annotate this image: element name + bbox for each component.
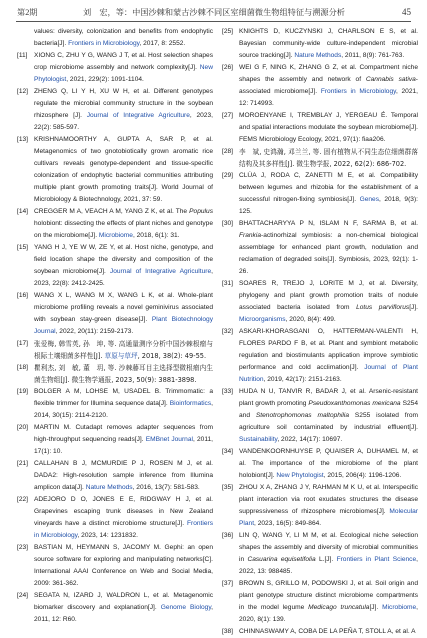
- reference-text: , 2022, 14(17): 10697.: [277, 436, 343, 443]
- reference-text: 瞿利杰, 刘 敏, 董 玥, 等. 沙棘藤耳目主选择型微根瘤内生菌生物组[J]. 微生物学通报, 2023, 50(9): 3881-3898.: [34, 364, 213, 384]
- reference-text: HUDA N U, TANVIR R, BADAR J, et al. Arsenic-resistant plant growth promoting: [239, 388, 418, 407]
- reference-number: [15]: [17, 244, 28, 251]
- journal-link[interactable]: Genes: [359, 196, 380, 203]
- reference-number: [21]: [17, 460, 28, 467]
- reference-entry: [17, 386, 213, 422]
- reference-entry: [222, 326, 418, 386]
- italic-text: Medicago truncatula: [308, 604, 370, 611]
- reference-text: -associated microbiome[J].: [239, 76, 418, 95]
- journal-link[interactable]: Frontiers in Plant Science: [336, 556, 417, 563]
- reference-text: , 2014, 30(15): 2114-2120.: [34, 400, 213, 419]
- reference-number: [31]: [222, 280, 233, 287]
- reference-text: , 2022, 20(11): 2159-2173.: [55, 328, 134, 335]
- reference-number: [32]: [222, 328, 233, 335]
- reference-text: , 2021, 229(2): 1091-1104.: [66, 76, 144, 83]
- running-title: 刘 宏，等：中国沙棘和蒙古沙棘不同区室细菌微生物组特征与溯源分析: [82, 7, 345, 17]
- reference-entry: [17, 134, 213, 206]
- reference-entry: [222, 482, 418, 530]
- reference-entry: [222, 62, 418, 110]
- reference-number: [17]: [17, 340, 28, 347]
- reference-entry: [222, 530, 418, 578]
- journal-link[interactable]: Journal of Integrative Agriculture: [109, 268, 212, 275]
- journal-link[interactable]: New Phytologist: [276, 472, 324, 479]
- reference-entry: [17, 26, 213, 50]
- journal-link[interactable]: Microorganisms: [239, 316, 286, 323]
- journal-link[interactable]: Bioinformatics: [169, 400, 212, 407]
- reference-text: , 2023, 14: 1231832.: [77, 532, 138, 539]
- reference-entry: [17, 362, 213, 386]
- italic-text: Cannabis sativa: [365, 76, 416, 83]
- reference-text: , 2018, 6(1): 31.: [132, 232, 180, 239]
- reference-text: , 2022, 13: 988485.: [239, 556, 418, 575]
- reference-text: KRISHNAMOORTHY A, GUPTA A, SAR P, et al. Metagenomics of two gnotobiotically grown aromatic rice cultivars reveals genotype-dependent and tissue-specific colonization of endophytic bacterial communities attributing multiple plant growth promoting traits[J]. World Journal of Microbiology & Biotechnology, 2021, 37: 59.: [34, 136, 213, 203]
- reference-entry: [222, 146, 418, 170]
- journal-link[interactable]: Microbiome: [382, 604, 417, 611]
- reference-text: , 2018, 38(2): 49-55.: [137, 352, 207, 360]
- reference-text: WEI G F, NING K, ZHANG G Z, et al. Compartment niche shapes the assembly and network of: [239, 64, 418, 83]
- journal-link[interactable]: New Phytologist: [34, 64, 213, 83]
- header-rule: [16, 21, 411, 22]
- reference-text: holobiont: dissecting the effects of plant niches and genotype on the microbiome[J].: [34, 220, 213, 239]
- reference-text: values: diversity, colonization and benefits from endophytic bacteria[J].: [34, 28, 213, 47]
- reference-column-right: [222, 26, 418, 638]
- journal-link[interactable]: Microbiome: [98, 232, 133, 239]
- reference-number: [12]: [17, 88, 28, 95]
- reference-text: XIONG C, ZHU Y G, WANG J T, et al. Host selection shapes crop microbiome assembly and network complexity[J].: [34, 52, 213, 71]
- reference-number: [18]: [17, 364, 28, 371]
- reference-text: ZHENG Q, LI Y H, XU W H, et al. Different genotypes regulate the microbial community structure in the soybean rhizosphere [J].: [34, 88, 213, 119]
- reference-text: KNIGHTS D, KUCZYNSKI J, CHARLSON E S, et al. Bayesian community-wide culture-independent microbial source tracking[J].: [239, 28, 418, 59]
- reference-number: [30]: [222, 220, 233, 227]
- reference-number: [20]: [17, 424, 28, 431]
- reference-entry: [222, 386, 418, 446]
- journal-link[interactable]: Sustainability: [239, 436, 278, 443]
- journal-link[interactable]: Nature Methods: [85, 484, 133, 491]
- reference-number: [22]: [17, 496, 28, 503]
- reference-number: [23]: [17, 544, 28, 551]
- journal-link[interactable]: 草原与草坪: [104, 352, 138, 360]
- reference-text: , 2011, 17(1): 10.: [34, 436, 213, 455]
- reference-text: L.[J].: [315, 556, 337, 563]
- reference-text: , 2015, 206(4): 1196-1206.: [323, 472, 402, 479]
- reference-entry: [17, 86, 213, 134]
- italic-text: Stenotrophomonas maltophilia: [255, 412, 350, 419]
- page-header: [17, 4, 411, 20]
- reference-text: BOLGER A M, LOHSE M, USADEL B. Trimmomatic: a flexible trimmer for Illumina sequence data[J].: [34, 388, 213, 407]
- reference-entry: [17, 338, 213, 362]
- reference-text: ZHOU X A, ZHANG J Y, RAHMAN M K U, et al. Interspecific plant interaction via root exudates structures the disease suppressiveness of rhizosphere microbiomes[J].: [239, 484, 418, 515]
- reference-entry: [17, 542, 213, 590]
- journal-link[interactable]: Genome Biology: [160, 604, 212, 611]
- reference-text: [J].: [409, 304, 418, 311]
- reference-number: [19]: [17, 388, 28, 395]
- reference-text: , 2020, 8(1): 139.: [239, 604, 418, 623]
- reference-text: BASTIAN M, HEYMANN S, JACOMY M. Gephi: an open source software for exploring and manipulating networks[C]. International AAAI Conference on Web and Social Media, 2009: 361-362.: [34, 544, 213, 587]
- reference-text: SOARES R, TREJO J, LORITE M J, et al. Diversity, phylogeny and plant growth promotion traits of nodule associated bacteria isolated from: [239, 280, 418, 311]
- reference-text: CREGGER M A, VEACH A M, YANG Z K, et al. The: [34, 208, 190, 215]
- reference-text: ASKARI-KHORASGANI O, HATTERMAN-VALENTI H, FLORES PARDO F B, et al. Plant and symbiont metabolic regulation and biostimulants application improve symbiotic performance and cold acclimation[J].: [239, 328, 418, 371]
- reference-text: , 2017, 8: 2552.: [139, 40, 186, 47]
- reference-text: MARTIN M. Cutadapt removes adapter sequences from high-throughput sequencing reads[J].: [34, 424, 213, 443]
- reference-text: WANG X L, WANG M X, WANG L K, et al. Whole-plant microbiome profiling reveals a novel geminivirus associated with soybean stay-green disease[J].: [34, 292, 213, 323]
- reference-entry: [222, 446, 418, 482]
- reference-entry: [222, 278, 418, 326]
- reference-text: 李 斌, 史鸿瀚, 邓兰兰, 等. 固有植物从不同生态位细菌群落结构及其多样性[J]. 微生物学报, 2022, 62(2): 686-702.: [239, 148, 418, 168]
- reference-number: [37]: [222, 580, 233, 587]
- reference-text: SEGATA N, IZARD J, WALDRON L, et al. Metagenomic biomarker discovery and explanation[J].: [34, 592, 213, 611]
- reference-text: [J].: [369, 604, 383, 611]
- reference-text: 张爱梅, 韩雪英, 孙 坤, 等. 高通量测序分析中国沙棘根瘤与根际土壤细菌多样性[J].: [34, 340, 213, 360]
- reference-number: [38]: [222, 628, 233, 635]
- journal-link[interactable]: Frontiers in Microbiology: [320, 88, 396, 95]
- journal-link[interactable]: Molecular Plant: [239, 508, 418, 527]
- reference-number: [35]: [222, 484, 233, 491]
- page-number: 45: [402, 7, 411, 17]
- reference-entry: [222, 170, 418, 218]
- reference-text: S254 and: [239, 400, 419, 419]
- italic-text: Lotus parviflorus: [356, 304, 410, 311]
- reference-number: [27]: [222, 112, 233, 119]
- issue-label: 第2期: [17, 7, 38, 17]
- reference-entry: [222, 578, 418, 626]
- reference-entry: [17, 458, 213, 494]
- reference-number: [26]: [222, 64, 233, 71]
- reference-number: [29]: [222, 172, 233, 179]
- reference-text: , 2021, 12: 714993.: [239, 88, 418, 107]
- reference-number: [34]: [222, 448, 233, 455]
- italic-text: Frankia: [239, 232, 261, 239]
- journal-link[interactable]: Plant Biotechnology Journal: [34, 316, 214, 335]
- italic-text: Casuarina equisetifolia: [247, 556, 316, 563]
- reference-number: [14]: [17, 208, 28, 215]
- reference-entry: [222, 218, 418, 278]
- reference-text: BROWN S, GRILLO M, PODOWSKI J, et al. Soil origin and plant genotype structure distinct microbiome compartments in the model legume: [239, 580, 418, 611]
- reference-text: , 2020, 8(4): 499.: [285, 316, 336, 323]
- journal-link[interactable]: Journal of Plant Nutrition: [239, 364, 418, 383]
- reference-number: [28]: [222, 148, 233, 155]
- reference-text: S255 isolated from agriculture soil contaminated by industrial effluent[J].: [239, 412, 418, 431]
- reference-entry: [222, 26, 418, 62]
- journal-link[interactable]: Frontiers in Microbiology: [34, 520, 213, 539]
- reference-number: [33]: [222, 388, 233, 395]
- reference-number: [13]: [17, 136, 28, 143]
- italic-text: Populus: [189, 208, 213, 215]
- reference-entry: [17, 290, 213, 338]
- reference-text: YANG H J, YE W W, ZE Y, et al. Host niche, genotype, and field location shape the diversity and composition of the soybean microbiome[J].: [34, 244, 213, 275]
- reference-text: -actinorhizal symbiosis: a non-chemical biological assemblage for enhanced plant growth, nodulation and reclamation of degraded soils[J]. Symbiosis, 2023, 92(1): 1-26.: [239, 232, 418, 275]
- reference-text: VANDENKOORNHUYSE P, QUAISER A, DUHAMEL M, et al. The importance of the microbiome of the plant holobiont[J].: [239, 448, 418, 479]
- journal-link[interactable]: Journal of Integrative Agriculture: [86, 112, 190, 119]
- reference-number: [24]: [17, 592, 28, 599]
- reference-text: LIN Q, WANG Y, LI M M, et al. Ecological niche selection shapes the assembly and diversity of microbial communities in: [239, 532, 418, 563]
- journal-link[interactable]: Frontiers in Microbiology: [68, 40, 140, 47]
- italic-text: Pseudoxanthomonas mexicana: [308, 400, 401, 407]
- reference-text: , 2016, 13(7): 581-583.: [132, 484, 200, 491]
- reference-text: CALLAHAN B J, MCMURDIE P J, ROSEN M J, et al. DADA2: High-resolution sample inference from Illumina amplicon data[J].: [34, 460, 213, 491]
- reference-entry: [17, 50, 213, 86]
- reference-entry: [17, 422, 213, 458]
- reference-text: , 2019, 42(17): 2151-2163.: [263, 376, 342, 383]
- reference-text: CLÚA J, RODA C, ZANETTI M E, et al. Compatibility between legumes and rhizobia for the establishment of a successful nitrogen-fixing symbiosis[J].: [239, 172, 418, 203]
- reference-text: CHINNASWAMY A, COBA DE LA PEÑA T, STOLL A, et al. A: [239, 628, 416, 635]
- journal-link[interactable]: Nature Methods: [294, 52, 342, 59]
- reference-number: [36]: [222, 532, 233, 539]
- reference-text: , 2023, 22(8): 2412-2425.: [34, 268, 213, 287]
- reference-entry: [17, 206, 213, 242]
- reference-text: , 2023, 16(5): 849-864.: [254, 520, 322, 527]
- reference-text: ADEJORO D O, JONES E E, RIDGWAY H J, et al. Grapevines escaping trunk diseases in New Zealand vineyards have a distinct microbiome structure[J].: [34, 496, 213, 527]
- reference-text: BHATTACHARYYA P N, ISLAM N F, SARMA B, et al.: [239, 220, 418, 227]
- journal-link[interactable]: EMBnet Journal: [145, 436, 193, 443]
- reference-entry: [17, 242, 213, 290]
- reference-entry: [222, 110, 418, 146]
- reference-entry: [17, 494, 213, 542]
- reference-entry: [17, 590, 213, 626]
- reference-number: [11]: [17, 52, 28, 59]
- reference-entry: [222, 626, 418, 638]
- reference-column-left: [17, 26, 213, 626]
- reference-number: [25]: [222, 28, 233, 35]
- reference-text: , 2011, 8(9): 761-763.: [341, 52, 405, 59]
- reference-text: , 2018, 9(3): 125.: [239, 196, 418, 215]
- reference-number: [16]: [17, 292, 28, 299]
- reference-text: , 2011, 12: R60.: [34, 604, 213, 623]
- reference-text: MOROENYANE I, TREMBLAY J, YERGEAU É. Temporal and spatial interactions modulate the soybean microbiome[J]. FEMS Microbiology Ecology, 2021, 97(1): fiaa206.: [239, 112, 418, 143]
- reference-text: , 2023, 22(2): 585-597.: [34, 112, 213, 131]
